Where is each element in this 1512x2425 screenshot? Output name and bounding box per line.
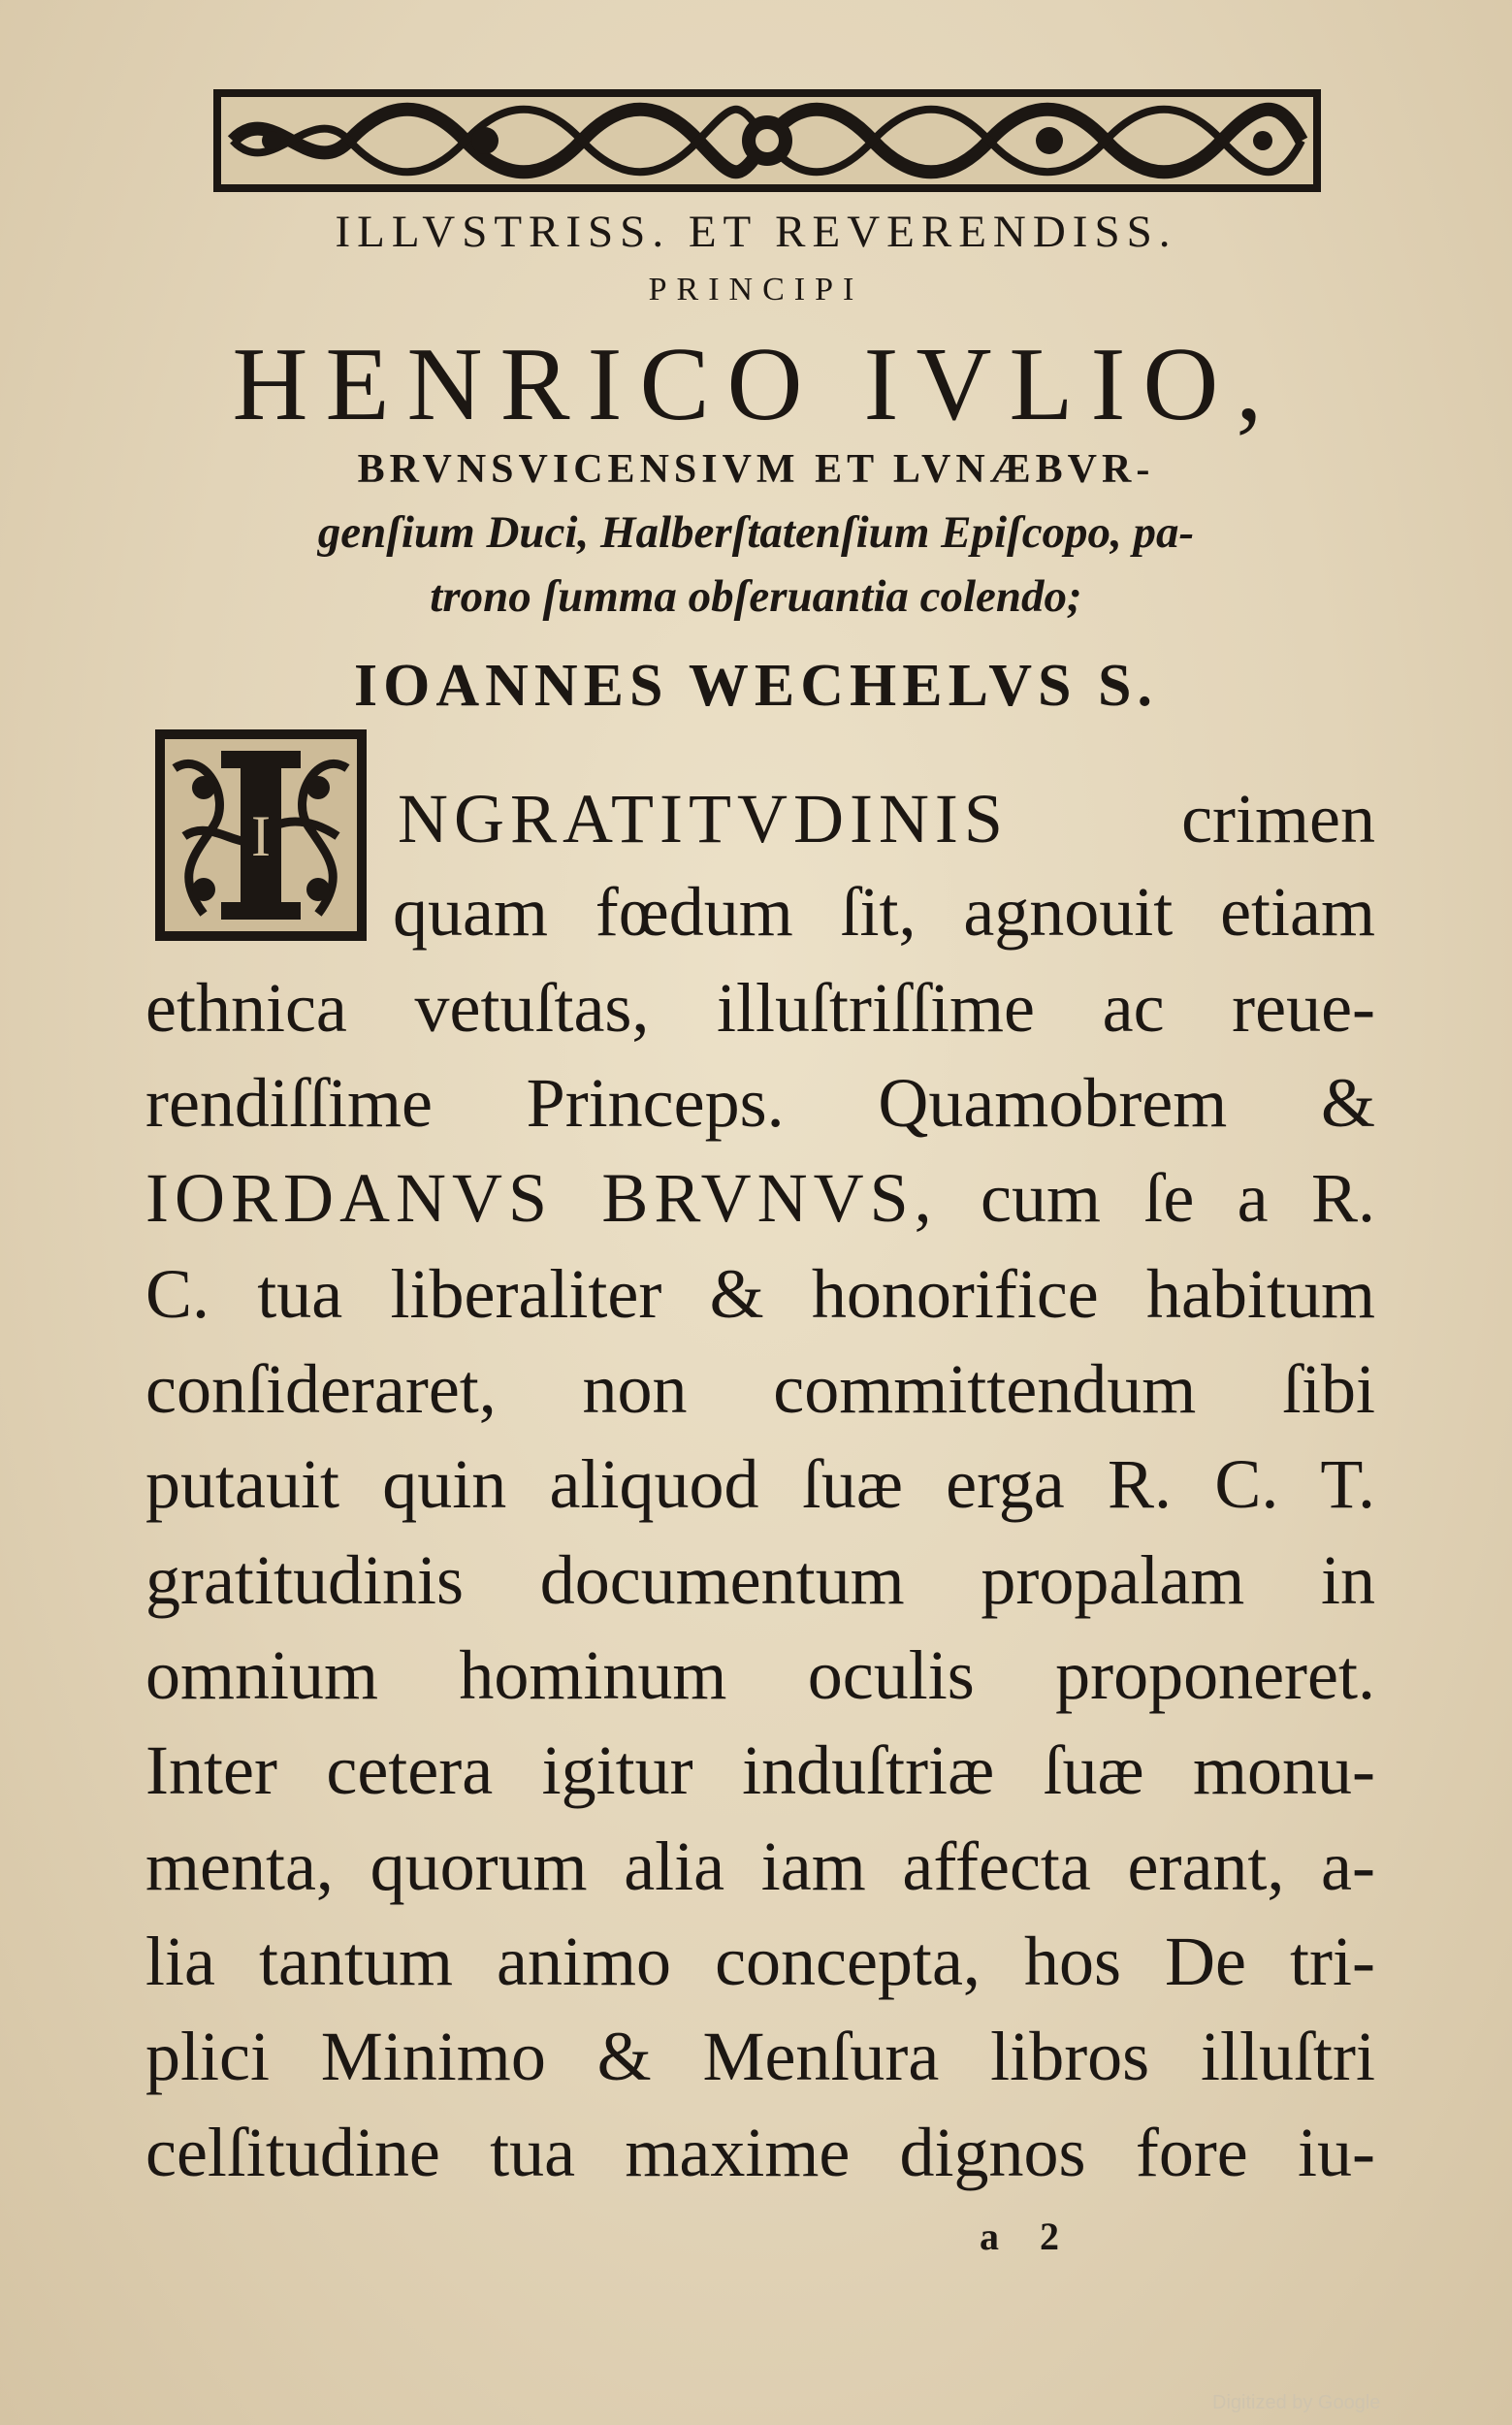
- ornamental-headpiece: [213, 89, 1321, 192]
- body-line-4: rendiſſime Princeps. Quamobrem &: [145, 1064, 1375, 1142]
- decorated-initial: [155, 729, 367, 941]
- body-line-11: Inter cetera igitur induſtriæ ſuæ monu-: [145, 1731, 1375, 1809]
- signature-mark: a 2: [980, 2215, 1075, 2258]
- body-line-12: menta, quorum alia iam affecta erant, a-: [145, 1827, 1375, 1905]
- body-line-15: celſitudine tua maxime dignos fore iu-: [145, 2114, 1375, 2191]
- svg-text:I: I: [251, 804, 271, 868]
- body-line-1: [398, 780, 1375, 857]
- body-line-1-smallcaps: NGRATITVDINIS: [398, 780, 1009, 857]
- body-line-6: C. tua liberaliter & honorifice habitum: [145, 1255, 1375, 1333]
- body-line-3: ethnica vetuſtas, illuſtriſſime ac reue-: [145, 969, 1375, 1047]
- author-line: IOANNES WECHELVS S.: [354, 653, 1158, 719]
- dedication-line-6: trono ſumma obſeruantia colendo;: [430, 571, 1082, 622]
- body-line-10: omnium hominum oculis proponeret.: [145, 1636, 1375, 1714]
- dedication-line-1: ILLVSTRISS. ET REVERENDISS.: [335, 207, 1177, 257]
- body-line-13: lia tantum animo concepta, hos De tri-: [145, 1923, 1375, 2000]
- body-line-2: quam fœdum ſit, agnouit etiam: [393, 873, 1375, 951]
- body-line-5: [145, 1159, 1375, 1237]
- body-line-5-smallcaps: IORDANVS BRVNVS,: [145, 1159, 938, 1237]
- body-line-14: plici Minimo & Menſura libros illuſtri: [145, 2018, 1375, 2095]
- dedicatee-name: HENRICO IVLIO,: [232, 327, 1280, 442]
- dedication-line-4: BRVNSVICENSIVM ET LVNÆBVR-: [357, 447, 1155, 492]
- body-line-7: conſideraret, non committendum ſibi: [145, 1350, 1375, 1428]
- dedication-line-5: genſium Duci, Halberſtatenſium Epiſcopo, pa-: [317, 507, 1195, 558]
- digitization-watermark: Digitized by Google: [1212, 2392, 1381, 2413]
- body-line-9: gratitudinis documentum propalam in: [145, 1541, 1375, 1619]
- body-line-8: putauit quin aliquod ſuæ erga R. C. T.: [145, 1445, 1375, 1523]
- body-line-1-rest: crimen: [1181, 780, 1375, 857]
- body-line-5-rest: cum ſe a R.: [981, 1159, 1375, 1237]
- dedication-line-2: PRINCIPI: [648, 272, 864, 307]
